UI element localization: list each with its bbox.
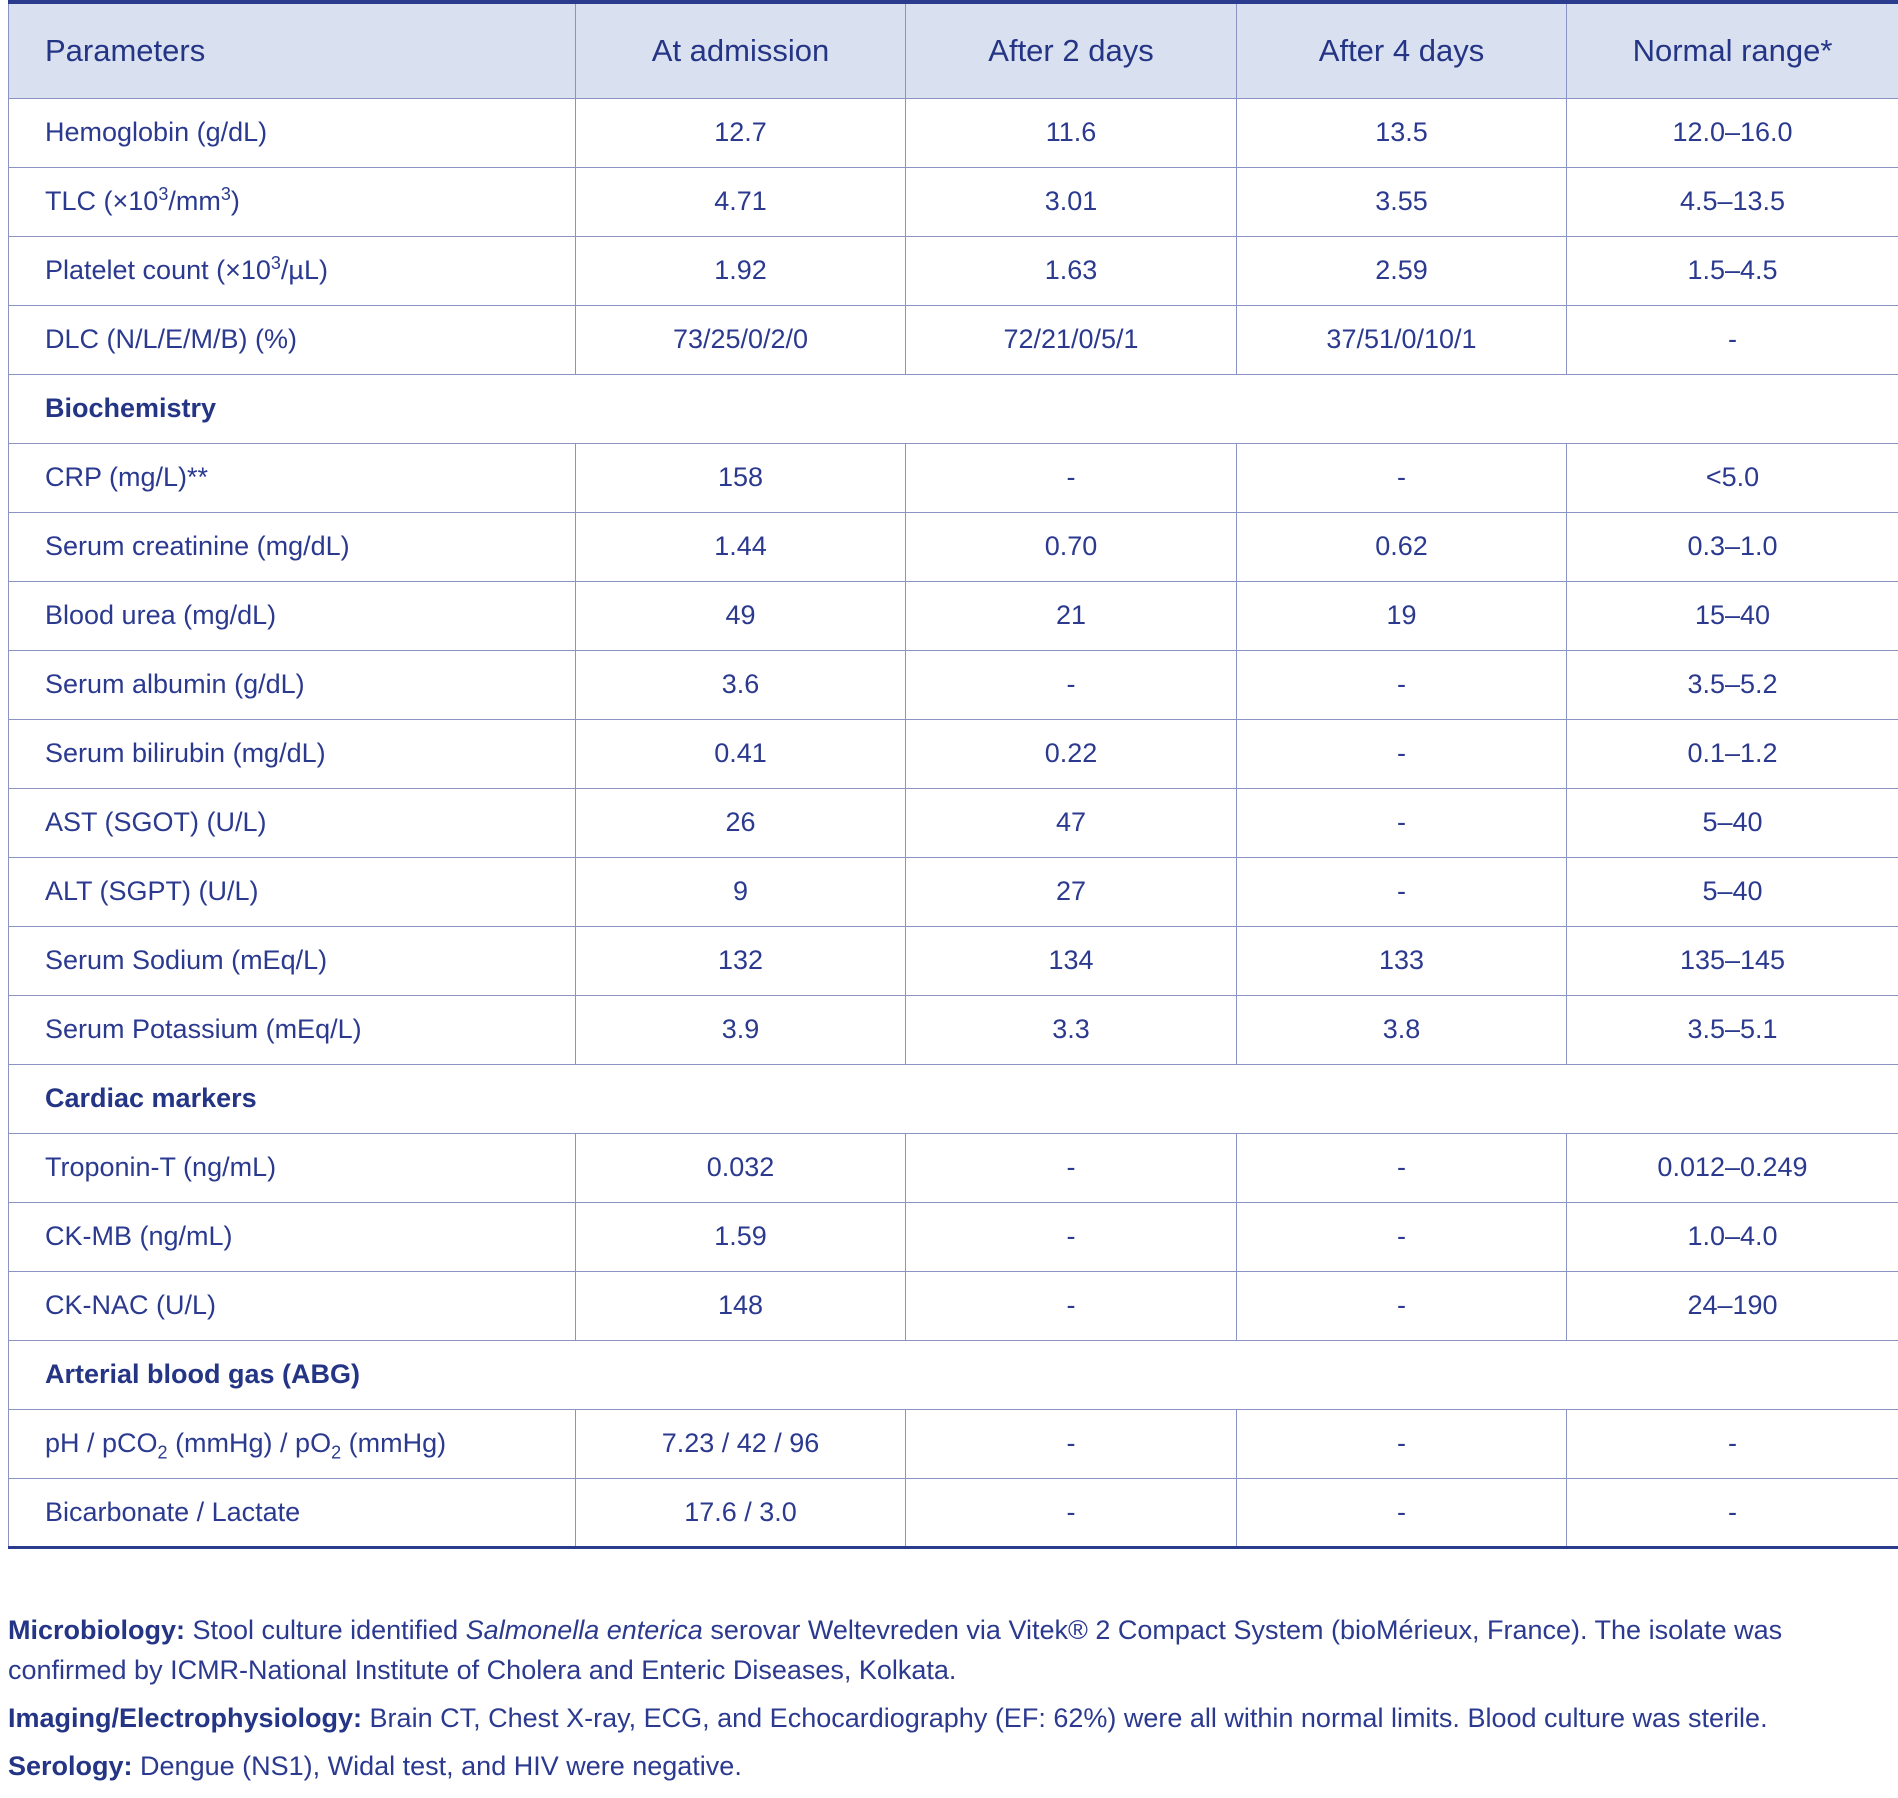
value-cell: 0.1–1.2	[1567, 719, 1898, 788]
header-normal-range: Normal range*	[1567, 2, 1898, 98]
value-cell: 158	[576, 443, 906, 512]
note-microbiology-label: Microbiology:	[8, 1615, 185, 1645]
value-cell: 4.71	[576, 167, 906, 236]
value-cell: 134	[906, 926, 1237, 995]
header-parameters: Parameters	[9, 2, 576, 98]
parameter-cell: Serum creatinine (mg/dL)	[9, 512, 576, 581]
value-cell: 5–40	[1567, 788, 1898, 857]
table-row	[9, 581, 1898, 650]
table-row	[9, 1202, 1898, 1271]
value-cell: -	[1237, 788, 1567, 857]
value-cell: 49	[576, 581, 906, 650]
value-cell: 1.63	[906, 236, 1237, 305]
note-microbiology	[8, 1610, 1888, 1690]
header-after-2-days: After 2 days	[906, 2, 1237, 98]
value-cell: 1.44	[576, 512, 906, 581]
value-cell: 7.23 / 42 / 96	[576, 1409, 906, 1478]
value-cell: 2.59	[1237, 236, 1567, 305]
value-cell: 0.3–1.0	[1567, 512, 1898, 581]
table-row	[9, 1133, 1898, 1202]
header-after-4-days: After 4 days	[1237, 2, 1567, 98]
value-cell: -	[1237, 857, 1567, 926]
value-cell: 0.032	[576, 1133, 906, 1202]
value-cell: 0.012–0.249	[1567, 1133, 1898, 1202]
value-cell: -	[1237, 719, 1567, 788]
value-cell: 26	[576, 788, 906, 857]
parameter-cell: Serum albumin (g/dL)	[9, 650, 576, 719]
value-cell: -	[906, 1202, 1237, 1271]
note-microbiology-organism: Salmonella enterica	[465, 1615, 703, 1645]
value-cell: 11.6	[906, 98, 1237, 167]
parameter-cell: Bicarbonate / Lactate	[9, 1478, 576, 1547]
value-cell: 4.5–13.5	[1567, 167, 1898, 236]
table-row	[9, 512, 1898, 581]
note-serology-label: Serology:	[8, 1751, 133, 1781]
value-cell: <5.0	[1567, 443, 1898, 512]
note-imaging	[8, 1698, 1888, 1738]
parameter-cell: DLC (N/L/E/M/B) (%)	[9, 305, 576, 374]
value-cell: 21	[906, 581, 1237, 650]
value-cell: -	[1237, 1409, 1567, 1478]
parameter-cell: Blood urea (mg/dL)	[9, 581, 576, 650]
section-row	[9, 1340, 1898, 1409]
value-cell: -	[906, 1478, 1237, 1547]
parameter-cell: Platelet count $(\times 10^3/\mu L)$	[9, 236, 576, 305]
value-cell: 12.7	[576, 98, 906, 167]
section-heading: Biochemistry	[9, 374, 1898, 443]
value-cell: 17.6 / 3.0	[576, 1478, 906, 1547]
header-at-admission: At admission	[576, 2, 906, 98]
parameter-cell: Troponin-T (ng/mL)	[9, 1133, 576, 1202]
table-row	[9, 443, 1898, 512]
value-cell: -	[906, 443, 1237, 512]
value-cell: -	[1237, 1133, 1567, 1202]
value-cell: 1.5–4.5	[1567, 236, 1898, 305]
value-cell: 3.5–5.1	[1567, 995, 1898, 1064]
value-cell: 1.0–4.0	[1567, 1202, 1898, 1271]
value-cell: -	[1237, 1478, 1567, 1547]
table-row	[9, 650, 1898, 719]
value-cell: 3.01	[906, 167, 1237, 236]
table-body	[9, 98, 1898, 1547]
value-cell: 3.8	[1237, 995, 1567, 1064]
value-cell: 15–40	[1567, 581, 1898, 650]
value-cell: -	[1237, 443, 1567, 512]
section-heading: Cardiac markers	[9, 1064, 1898, 1133]
value-cell: 27	[906, 857, 1237, 926]
value-cell: 1.92	[576, 236, 906, 305]
table-row	[9, 236, 1898, 305]
value-cell: 135–145	[1567, 926, 1898, 995]
value-cell: 73/25/0/2/0	[576, 305, 906, 374]
value-cell: 3.5–5.2	[1567, 650, 1898, 719]
value-cell: 1.59	[576, 1202, 906, 1271]
value-cell: 133	[1237, 926, 1567, 995]
value-cell: 3.55	[1237, 167, 1567, 236]
value-cell: -	[906, 650, 1237, 719]
value-cell: -	[1237, 1271, 1567, 1340]
parameter-cell: Serum Sodium (mEq/L)	[9, 926, 576, 995]
value-cell: 9	[576, 857, 906, 926]
value-cell: 72/21/0/5/1	[906, 305, 1237, 374]
value-cell: -	[1567, 1478, 1898, 1547]
table-row	[9, 857, 1898, 926]
value-cell: 19	[1237, 581, 1567, 650]
value-cell: 47	[906, 788, 1237, 857]
value-cell: -	[1237, 650, 1567, 719]
table-row	[9, 719, 1898, 788]
value-cell: 3.9	[576, 995, 906, 1064]
section-row	[9, 1064, 1898, 1133]
value-cell: 12.0–16.0	[1567, 98, 1898, 167]
value-cell: -	[1567, 1409, 1898, 1478]
table-row	[9, 98, 1898, 167]
parameter-cell: AST (SGOT) (U/L)	[9, 788, 576, 857]
lab-results-table	[8, 0, 1898, 1549]
value-cell: 132	[576, 926, 906, 995]
parameter-cell: pH / pCO$_2$ (mmHg) / $pO_2$ (mmHg)	[9, 1409, 576, 1478]
value-cell: 0.62	[1237, 512, 1567, 581]
lab-results-table-container	[8, 0, 1898, 1549]
value-cell: 0.70	[906, 512, 1237, 581]
parameter-cell: CK-MB (ng/mL)	[9, 1202, 576, 1271]
parameter-cell: TLC $(\times 10^3/mm^3)$	[9, 167, 576, 236]
section-heading: Arterial blood gas (ABG)	[9, 1340, 1898, 1409]
value-cell: 5–40	[1567, 857, 1898, 926]
note-serology	[8, 1746, 1888, 1786]
parameter-cell: Hemoglobin (g/dL)	[9, 98, 576, 167]
value-cell: 0.41	[576, 719, 906, 788]
table-row	[9, 1409, 1898, 1478]
value-cell: -	[906, 1271, 1237, 1340]
table-row	[9, 1478, 1898, 1547]
note-serology-text: Dengue (NS1), Widal test, and HIV were negative.	[132, 1751, 742, 1781]
value-cell: 148	[576, 1271, 906, 1340]
value-cell: -	[906, 1133, 1237, 1202]
table-row	[9, 167, 1898, 236]
table-row	[9, 1271, 1898, 1340]
parameter-cell: ALT (SGPT) (U/L)	[9, 857, 576, 926]
parameter-cell: CK-NAC (U/L)	[9, 1271, 576, 1340]
parameter-cell: Serum Potassium (mEq/L)	[9, 995, 576, 1064]
table-header-row	[9, 2, 1898, 98]
value-cell: 0.22	[906, 719, 1237, 788]
table-row	[9, 788, 1898, 857]
note-microbiology-text-before: Stool culture identified	[185, 1615, 466, 1645]
value-cell: 24–190	[1567, 1271, 1898, 1340]
section-row	[9, 374, 1898, 443]
table-row	[9, 305, 1898, 374]
note-imaging-label: Imaging/Electrophysiology:	[8, 1703, 363, 1733]
value-cell: 37/51/0/10/1	[1237, 305, 1567, 374]
note-microbiology-text-after: serovar Weltevreden via Vitek® 2 Compact System (bioMérieux, France). The isolate was confirmed by ICMR-National Institute of Cholera and Enteric Diseases, Kolkata.	[8, 1615, 1783, 1685]
parameter-cell: CRP (mg/L)**	[9, 443, 576, 512]
value-cell: -	[906, 1409, 1237, 1478]
value-cell: 3.6	[576, 650, 906, 719]
parameter-cell: Serum bilirubin (mg/dL)	[9, 719, 576, 788]
value-cell: -	[1567, 305, 1898, 374]
footnotes	[8, 1610, 1888, 1794]
table-row	[9, 995, 1898, 1064]
value-cell: -	[1237, 1202, 1567, 1271]
table-row	[9, 926, 1898, 995]
value-cell: 13.5	[1237, 98, 1567, 167]
note-imaging-text: Brain CT, Chest X-ray, ECG, and Echocardiography (EF: 62%) were all within normal limits. Blood culture was sterile.	[362, 1703, 1768, 1733]
value-cell: 3.3	[906, 995, 1237, 1064]
